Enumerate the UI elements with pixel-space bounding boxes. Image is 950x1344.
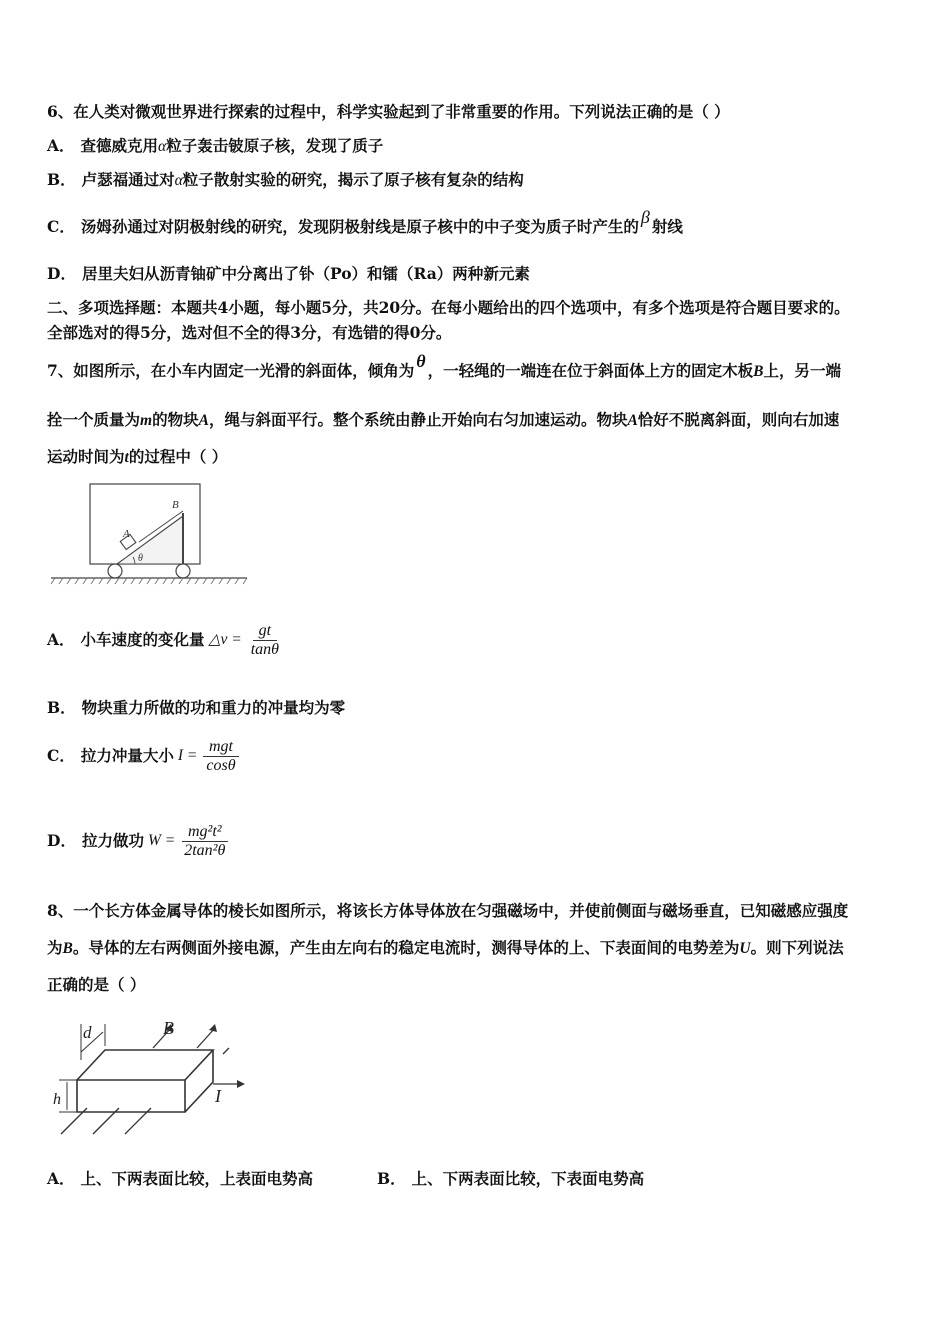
q7-cart-figure xyxy=(47,480,252,590)
cuboid xyxy=(77,1050,213,1112)
fig-label-d: d xyxy=(83,1023,92,1042)
q6-option-d: D． 居里夫妇从沥青铀矿中分离出了钋（Po）和镭（Ra）两种新元素 xyxy=(47,264,530,283)
q6-option-a: A． 查德威克用α粒子轰击铍原子核，发现了质子 xyxy=(47,136,384,155)
b-arrowhead-2 xyxy=(209,1024,217,1032)
q7-option-d: D． 拉力做功 W = $\frac{\text{mg²t²}}{\text{2tan²θ}}$ xyxy=(47,818,907,864)
fig-label-I: I xyxy=(215,1086,221,1106)
q7-d-fraction: $\frac{\text{mg²t²}}{\text{2tan²θ}}$ xyxy=(178,823,231,860)
q8-option-a: A． 上、下两表面比较，上表面电势高 xyxy=(47,1169,314,1188)
fig-label-theta: θ xyxy=(138,553,143,564)
q8-options-row xyxy=(47,1168,907,1190)
q8-stem-line3: 正确的是（ ） xyxy=(47,975,146,994)
q7-stem-line3: 运动时间为t的过程中（ ） xyxy=(47,447,228,466)
q8-cuboid-figure xyxy=(47,1012,252,1137)
q7-a-fraction: $\frac{gt}{\tan\theta}$ xyxy=(250,621,279,658)
q7-option-b: B． 物块重力所做的功和重力的冲量均为零 xyxy=(47,698,346,717)
q8-option-b: B． 上、下两表面比较，下表面电势高 xyxy=(377,1169,645,1188)
cart-wheel-left xyxy=(108,564,122,578)
magnetic-field-lines xyxy=(61,1028,229,1134)
q8-stem-line1: 8、一个长方体金属导体的棱长如图所示，将该长方体导体放在匀强磁场中，并使前侧面与磁场垂直，已知磁感应强度 xyxy=(47,901,849,920)
q7-stem-line2: 拴一个质量为m的物块A，绳与斜面平行。整个系统由静止开始向右匀加速运动。物块A恰好不脱离斜面，则向右加速 xyxy=(47,410,840,429)
q7-option-a: A． 小车速度的变化量 △v = $\frac{gt}{\tan\theta}$ xyxy=(47,618,907,662)
current-arrowhead xyxy=(237,1080,245,1088)
section2-line2: 全部选对的得5分，选对但不全的得3分，有选错的得0分。 xyxy=(47,323,452,342)
q6-option-b: B． 卢瑟福通过对α粒子散射实验的研究，揭示了原子核有复杂的结构 xyxy=(47,170,524,189)
q6-stem: 6、在人类对微观世界进行探索的过程中，科学实验起到了非常重要的作用。下列说法正确的是（ ） xyxy=(47,102,730,121)
fig-label-B: B xyxy=(172,499,179,511)
q7-c-fraction: $\frac{\text{mgt}}{\cos\theta}$ xyxy=(200,738,241,775)
cart-wheel-right xyxy=(176,564,190,578)
ground-hatching xyxy=(51,578,247,584)
q7-stem-line1: 7、如图所示，在小车内固定一光滑的斜面体，倾角为 θ ，一轻绳的一端连在位于斜面体上方的固定木板B上，另一端 xyxy=(47,351,842,380)
q8-stem-line2: 为B。导体的左右两侧面外接电源，产生由左向右的稳定电流时，测得导体的上、下表面间的电势差为U。则下列说法 xyxy=(47,938,844,957)
fig-label-A: A xyxy=(123,528,130,540)
section2-line1: 二、多项选择题：本题共4小题，每小题5分，共20分。在每小题给出的四个选项中，有多个选项是符合题目要求的。 xyxy=(47,298,850,317)
q7-option-c: C． 拉力冲量大小 I = $\frac{\text{mgt}}{\cos\theta}$ xyxy=(47,734,907,778)
q6-option-c: C． 汤姆孙通过对阴极射线的研究，发现阴极射线是原子核中的中子变为质子时产生的 β 射线 xyxy=(47,207,683,236)
fig-label-h: h xyxy=(53,1091,61,1108)
fig-label-B: B xyxy=(163,1018,174,1038)
